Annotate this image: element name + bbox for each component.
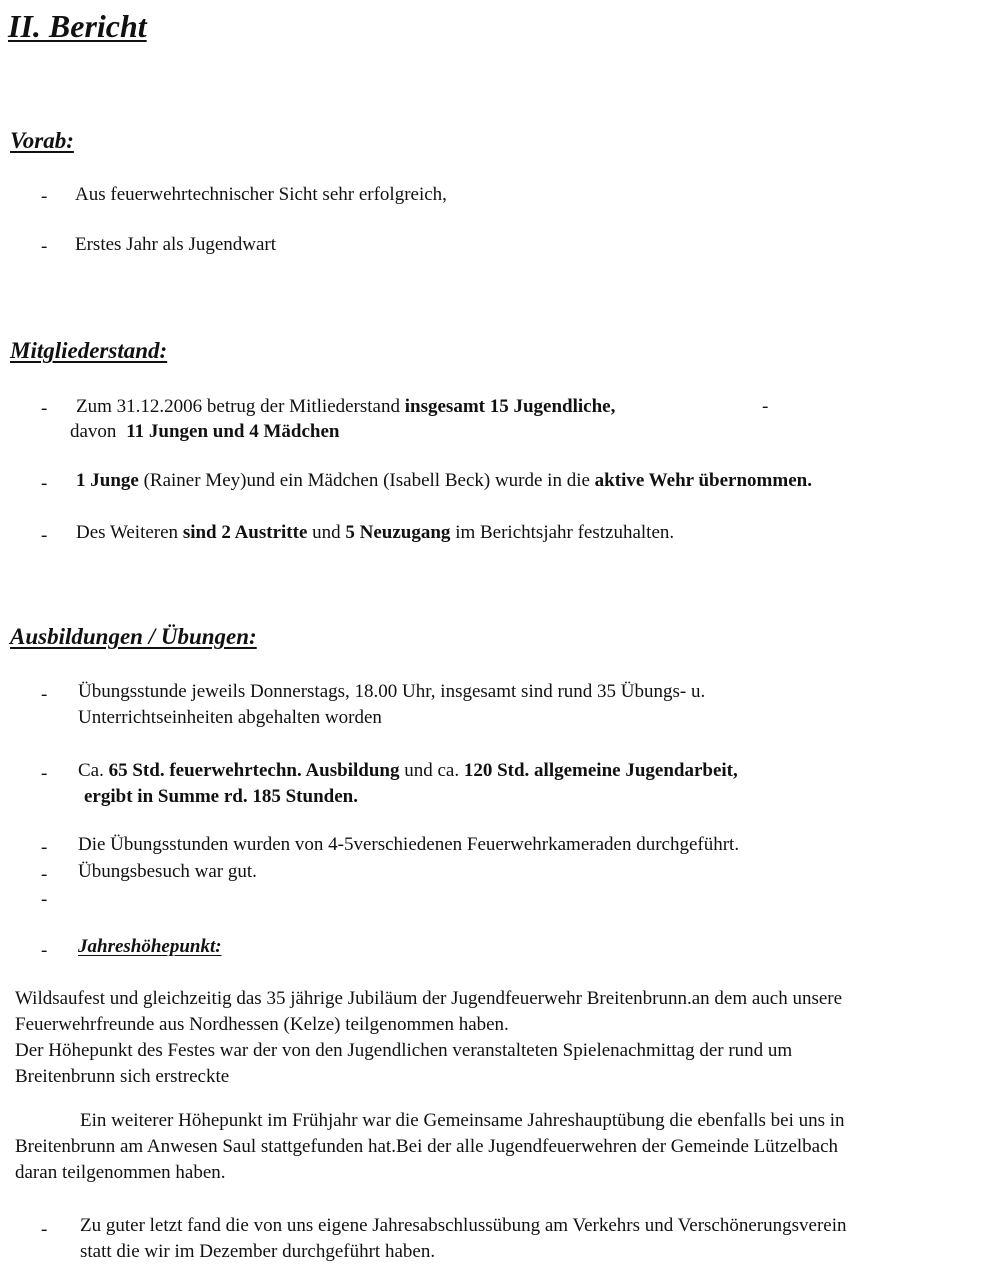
section-heading-mitgliederstand: Mitgliederstand: [10, 338, 168, 363]
bold-text: 120 Std. allgemeine Jugendarbeit, [463, 760, 738, 781]
bullet-dash: - [41, 398, 48, 419]
ausbildung-item-2-line-1 [78, 758, 738, 784]
bold-text: 11 Jungen und 4 Mädchen [126, 421, 340, 442]
jahres-p3-line-2: statt die wir im Dezember durchgeführt haben. [80, 1241, 436, 1262]
bullet-dash: - [41, 525, 48, 546]
bold-text: aktive Wehr übernommen. [594, 470, 812, 491]
mitglieder-item-2 [76, 468, 812, 494]
jahres-p2-line-2: Breitenbrunn am Anwesen Saul stattgefunden hat.Bei der alle Jugendfeuerwehren der Gemeinde Lützelbach [15, 1136, 839, 1157]
text-run: im Berichtsjahr festzuhalten. [450, 522, 675, 543]
text-run: und [307, 522, 346, 543]
bold-text: 1 Junge [76, 470, 139, 491]
ausbildung-item-3: Die Übungsstunden wurden von 4-5verschiedenen Feuerwehrkameraden durchgeführt. [78, 834, 740, 855]
ausbildung-item-2-line-2: ergibt in Summe rd. 185 Stunden. [84, 786, 358, 807]
bullet-dash: - [41, 889, 48, 910]
bold-text: sind 2 Austritte [182, 522, 308, 543]
text-run: Des Weiteren [76, 522, 183, 543]
jahres-p1-line-3: Der Höhepunkt des Festes war der von den Jugendlichen veranstalteten Spielenachmittag der rund um [15, 1040, 793, 1061]
bold-text: 65 Std. feuerwehrtechn. Ausbildung [108, 760, 400, 781]
mitglieder-item-1-line-2 [70, 419, 339, 445]
jahres-p1-line-4: Breitenbrunn sich erstreckte [15, 1066, 230, 1087]
vorab-item-2: Erstes Jahr als Jugendwart [75, 234, 277, 255]
ausbildung-item-1-line-2: Unterrichtseinheiten abgehalten worden [78, 707, 382, 728]
jahres-p3-line-1: Zu guter letzt fand die von uns eigene Jahresabschlussübung am Verkehrs und Verschönerungsverein [80, 1215, 847, 1236]
ausbildung-item-4: Übungsbesuch war gut. [78, 861, 257, 882]
section-heading-vorab: Vorab: [10, 128, 74, 153]
vorab-item-1: Aus feuerwehrtechnischer Sicht sehr erfolgreich, [75, 184, 447, 205]
bullet-dash: - [41, 236, 48, 257]
mitglieder-item-3 [76, 520, 674, 546]
bullet-dash: - [41, 684, 48, 705]
ausbildung-item-1-line-1: Übungsstunde jeweils Donnerstags, 18.00 Uhr, insgesamt sind rund 35 Übungs- u. [78, 681, 706, 702]
text-run: Zum 31.12.2006 betrug der Mitliederstand [76, 396, 405, 417]
bullet-dash: - [41, 940, 48, 961]
subheading-jahreshoehepunkt: Jahreshöhepunkt: [78, 936, 222, 957]
report-title: II. Bericht [8, 8, 147, 44]
text-run: davon [70, 421, 122, 442]
bullet-dash: - [41, 473, 48, 494]
jahres-p1-line-1: Wildsaufest und gleichzeitig das 35 jährige Jubiläum der Jugendfeuerwehr Breitenbrunn.an dem auch unsere [15, 988, 843, 1009]
bullet-dash: - [41, 837, 48, 858]
bold-text: insgesamt 15 Jugendliche, [404, 396, 616, 417]
text-run: (Rainer Mey)und ein Mädchen (Isabell Beck) wurde in die [138, 470, 595, 491]
jahres-p2-line-3: daran teilgenommen haben. [15, 1162, 226, 1183]
text-run: und ca. [399, 760, 464, 781]
bullet-dash: - [41, 186, 48, 207]
bullet-dash: - [41, 763, 48, 784]
text-run: Ca. [78, 760, 109, 781]
trailing-dash: - [762, 396, 769, 417]
bold-text: 5 Neuzugang [345, 522, 451, 543]
jahres-p2-line-1: Ein weiterer Höhepunkt im Frühjahr war die Gemeinsame Jahreshauptübung die ebenfalls bei uns in [80, 1110, 845, 1131]
bullet-dash: - [41, 1219, 48, 1240]
section-heading-ausbildungen: Ausbildungen / Übungen: [10, 624, 257, 649]
mitglieder-item-1-line-1 [76, 394, 615, 420]
jahres-p1-line-2: Feuerwehrfreunde aus Nordhessen (Kelze) teilgenommen haben. [15, 1014, 509, 1035]
bullet-dash: - [41, 864, 48, 885]
